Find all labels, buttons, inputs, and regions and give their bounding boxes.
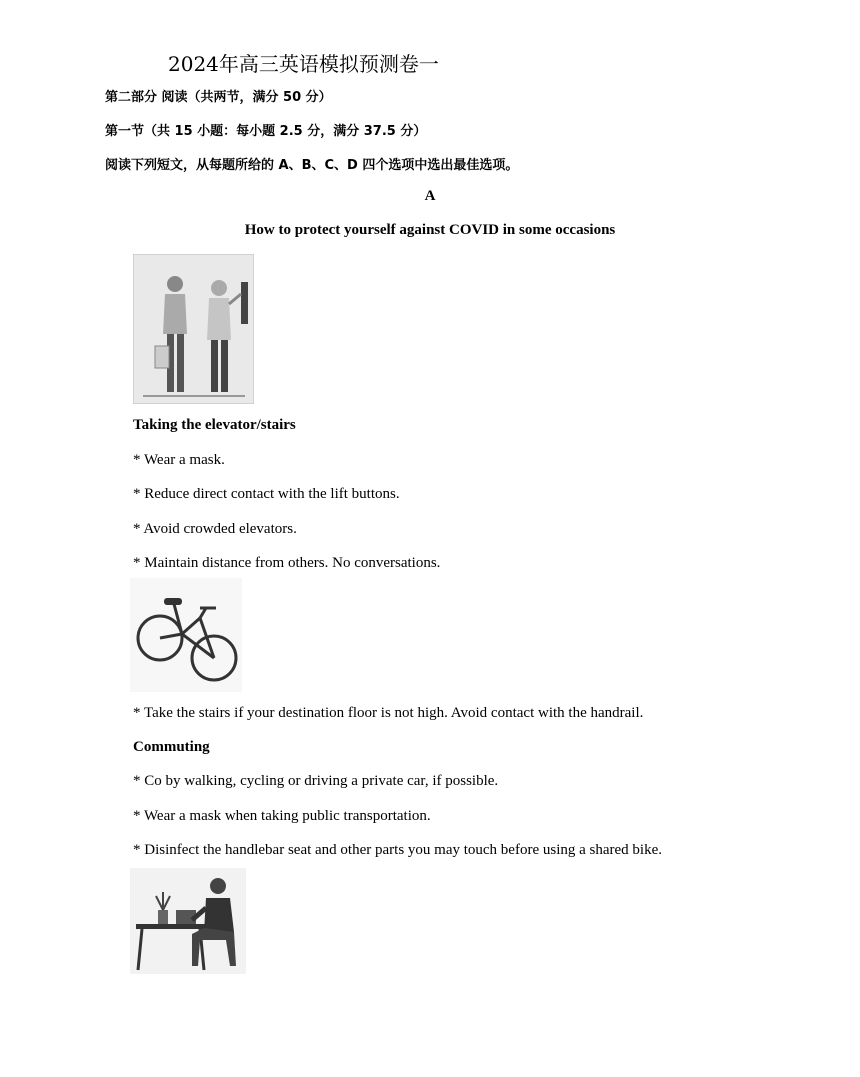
people-elevator-illustration xyxy=(133,254,254,404)
bicycle-illustration xyxy=(130,578,242,692)
person-at-desk-illustration xyxy=(130,868,246,974)
instructions: 阅读下列短文，从每题所给的 A、B、C、D 四个选项中选出最佳选项。 xyxy=(105,158,519,173)
document-title: 2024年高三英语模拟预测卷一 xyxy=(168,52,439,76)
elevator-item: * Maintain distance from others. No conversations. xyxy=(133,555,441,571)
commuting-heading: Commuting xyxy=(133,739,210,755)
elevator-item: * Reduce direct contact with the lift buttons. xyxy=(133,486,400,502)
passage-title: How to protect yourself against COVID in some occasions xyxy=(244,222,616,238)
elevator-item: * Avoid crowded elevators. xyxy=(133,521,297,537)
elevator-heading: Taking the elevator/stairs xyxy=(133,417,296,433)
commuting-item: * Co by walking, cycling or driving a private car, if possible. xyxy=(133,773,499,789)
commuting-item: * Wear a mask when taking public transportation. xyxy=(133,808,431,824)
passage-label: A xyxy=(424,188,436,204)
commuting-item: * Disinfect the handlebar seat and other parts you may touch before using a shared bike. xyxy=(133,842,662,858)
section-heading: 第一节（共 15 小题：每小题 2.5 分，满分 37.5 分） xyxy=(105,124,427,139)
elevator-item: * Wear a mask. xyxy=(133,452,225,468)
part-heading: 第二部分 阅读（共两节，满分 50 分） xyxy=(105,90,332,105)
stairs-item: * Take the stairs if your destination floor is not high. Avoid contact with the handrail. xyxy=(133,705,644,721)
